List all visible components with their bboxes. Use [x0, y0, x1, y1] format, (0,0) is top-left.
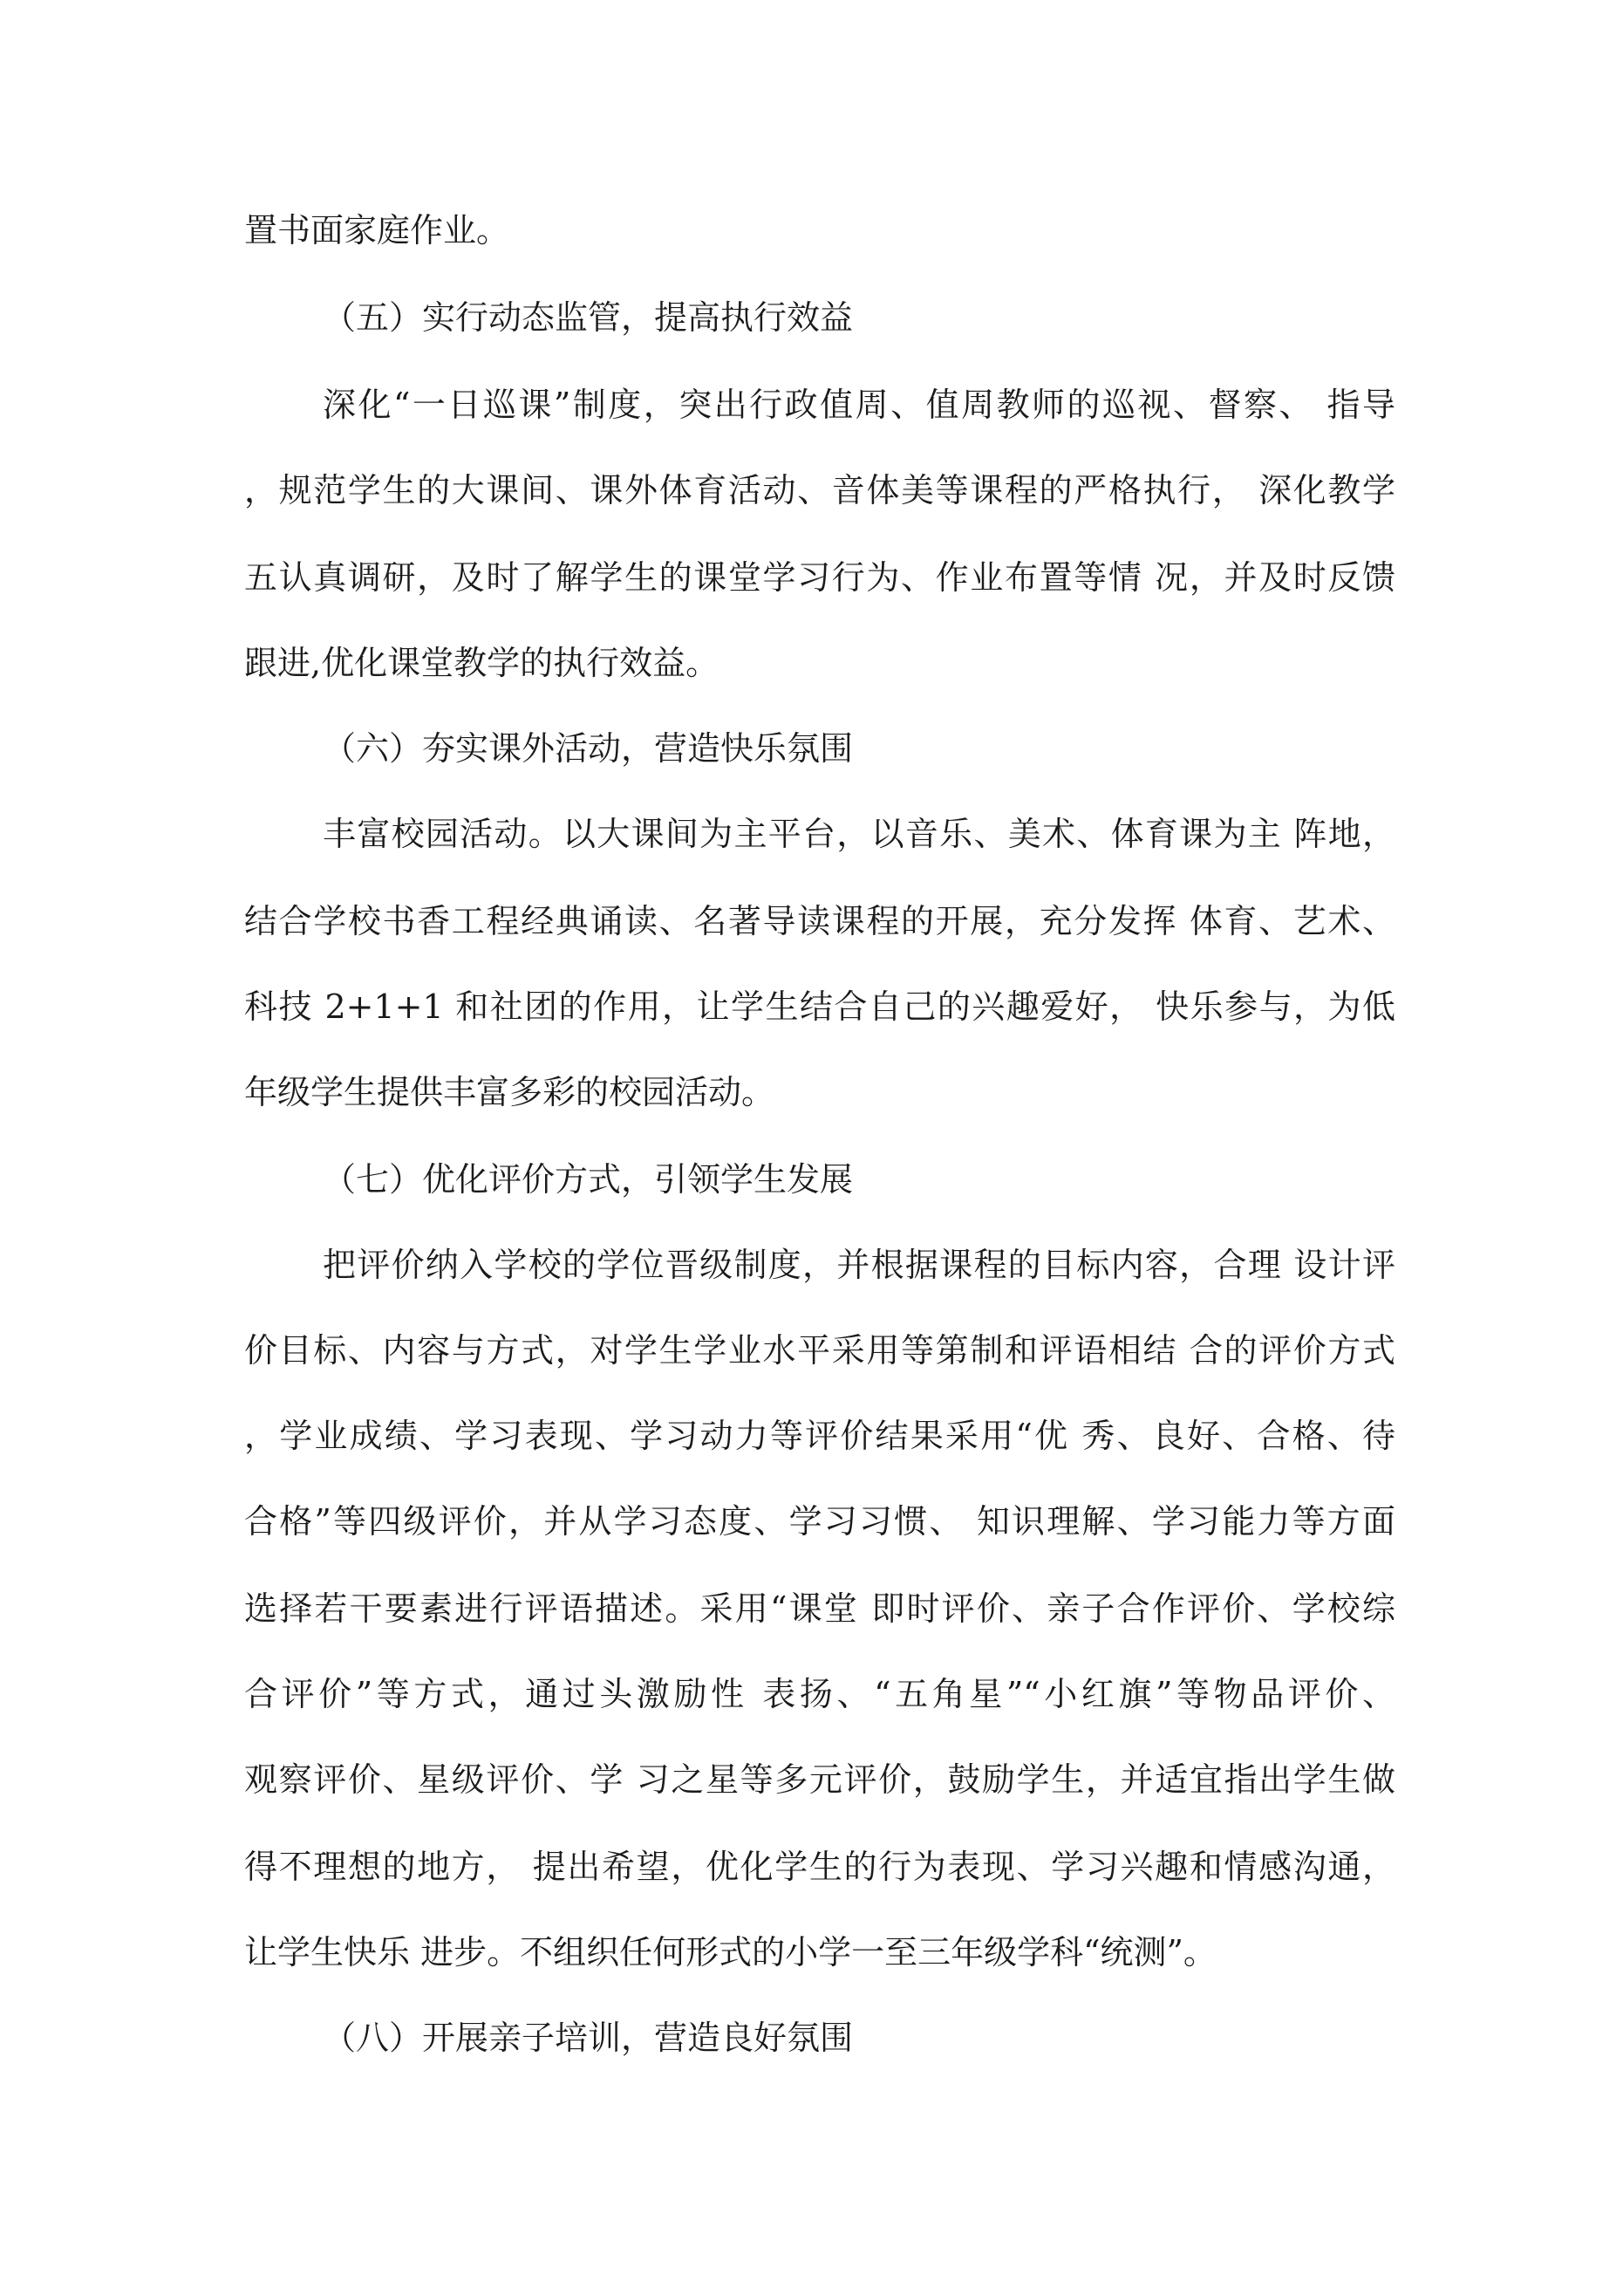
text-line: 让学生快乐 进步。不组织任何形式的小学一至三年级学科“统测”。	[244, 1933, 1217, 1971]
text-line: ，规范学生的大课间、课外体育活动、音体美等课程的严格执行， 深化教学	[244, 471, 1395, 509]
section-heading: （六）夯实课外活动，营造快乐氛围	[323, 729, 854, 768]
text-line: 年级学生提供丰富多彩的校园活动。	[244, 1073, 775, 1111]
text-line: 五认真调研，及时了解学生的课堂学习行为、作业布置等情 况，并及时反馈	[244, 558, 1395, 597]
text-line: 结合学校书香工程经典诵读、名著导读课程的开展，充分发挥 体育、艺术、	[244, 902, 1395, 940]
text-line: ，学业成绩、学习表现、学习动力等评价结果采用“优 秀、良好、合格、待	[244, 1417, 1395, 1455]
text-line: 选择若干要素进行评语描述。采用“课堂 即时评价、亲子合作评价、学校综	[244, 1589, 1395, 1628]
text-line: 丰富校园活动。以大课间为主平台，以音乐、美术、体育课为主 阵地，	[323, 815, 1395, 853]
text-line: 价目标、内容与方式，对学生学业水平采用等第制和评语相结 合的评价方式	[244, 1331, 1395, 1370]
text-line: 置书面家庭作业。	[244, 211, 510, 249]
text-line: 深化“一日巡课”制度，突出行政值周、值周教师的巡视、督察、 指导	[323, 386, 1395, 424]
text-line: 得不理想的地方， 提出希望，优化学生的行为表现、学习兴趣和情感沟通，	[244, 1848, 1395, 1886]
text-line: 观察评价、星级评价、学 习之星等多元评价，鼓励学生，并适宜指出学生做	[244, 1760, 1395, 1799]
section-heading: （五）实行动态监管，提高执行效益	[323, 298, 854, 337]
text-line: 科技 2+1+1 和社团的作用，让学生结合自己的兴趣爱好， 快乐参与，为低	[244, 987, 1395, 1026]
section-heading: （七）优化评价方式，引领学生发展	[323, 1160, 854, 1199]
text-line: 合格”等四级评价，并从学习态度、学习习惯、 知识理解、学习能力等方面	[244, 1502, 1395, 1541]
text-line: 跟进,优化课堂教学的执行效益。	[244, 644, 719, 682]
text-line: 合评价”等方式，通过头激励性 表扬、“五角星”“小红旗”等物品评价、	[244, 1675, 1395, 1713]
text-line: 把评价纳入学校的学位晋级制度，并根据课程的目标内容，合理 设计评	[323, 1246, 1395, 1284]
section-heading: （八）开展亲子培训，营造良好氛围	[323, 2019, 854, 2057]
